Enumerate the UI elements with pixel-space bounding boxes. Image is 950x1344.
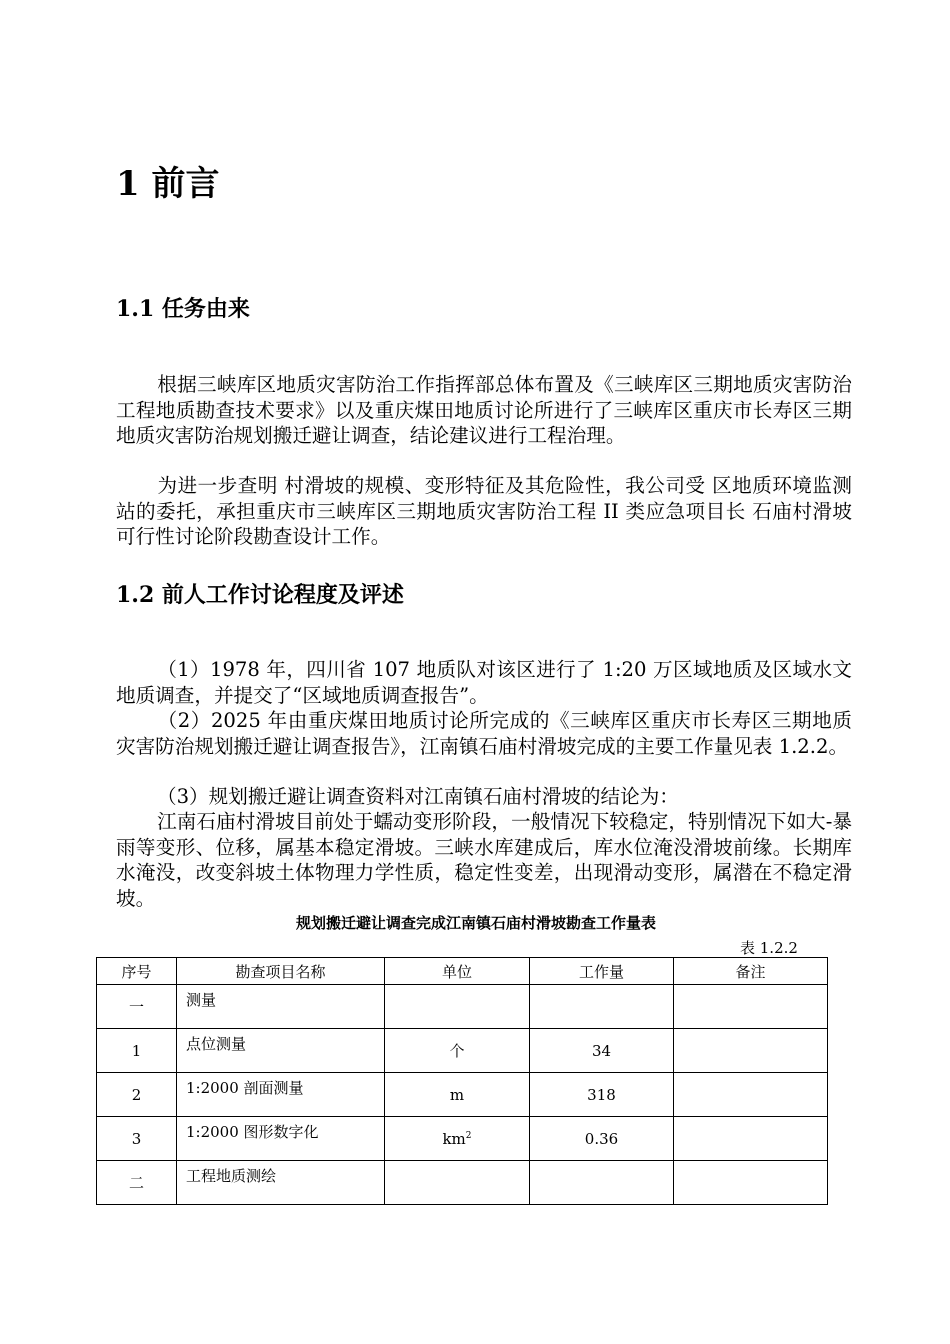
paragraph-text: 根据三峡库区地质灾害防治工作指挥部总体布置及《三峡库区三期地质灾害防治工程地质勘查技术要求》以及重庆煤田地质讨论所进行了三峡库区重庆市长寿区三期地质灾害防治规划搬迁避让调查，结论建议进行工程治理。 bbox=[116, 373, 852, 447]
section-1-1-paragraph-2 bbox=[116, 473, 852, 550]
cell-note bbox=[674, 985, 828, 1029]
header-note: 备注 bbox=[674, 958, 828, 985]
paragraph-text: 为进一步查明 村滑坡的规模、变形特征及其危险性，我公司受 区地质环境监测站的委托，承担重庆市三峡库区三期地质灾害防治工程 II 类应急项目长 石庙村滑坡可行性讨论阶段勘查设计工作。 bbox=[116, 474, 852, 548]
table-caption: 规划搬迁避让调查完成江南镇石庙村滑坡勘查工作量表 bbox=[295, 914, 656, 932]
cell-unit bbox=[385, 1117, 530, 1161]
section-heading-1-2: 1.2 前人工作讨论程度及评述 bbox=[116, 582, 404, 608]
cell-item-name: 点位测量 bbox=[177, 1029, 385, 1073]
table-row bbox=[97, 1073, 828, 1117]
cell-item-name: 工程地质测绘 bbox=[177, 1161, 385, 1205]
header-no: 序号 bbox=[97, 958, 177, 985]
section-1-1-paragraph-1 bbox=[116, 372, 852, 449]
cell-item-name: 1:2000 剖面测量 bbox=[177, 1073, 385, 1117]
cell-note bbox=[674, 1117, 828, 1161]
section-1-2-paragraph-1 bbox=[116, 657, 852, 708]
cell-quantity: 318 bbox=[530, 1073, 674, 1117]
cell-no: 一 bbox=[97, 985, 177, 1029]
table-row bbox=[97, 1161, 828, 1205]
cell-quantity: 34 bbox=[530, 1029, 674, 1073]
header-quantity: 工作量 bbox=[530, 958, 674, 985]
cell-note bbox=[674, 1073, 828, 1117]
chapter-heading: 1 前言 bbox=[116, 164, 220, 204]
table-row bbox=[97, 1117, 828, 1161]
section-1-2-paragraph-2 bbox=[116, 708, 852, 759]
table-number: 表 1.2.2 bbox=[740, 939, 798, 957]
section-1-2-paragraph-4 bbox=[116, 809, 852, 911]
cell-note bbox=[674, 1161, 828, 1205]
unit-text: km bbox=[442, 1129, 466, 1148]
section-1-2-paragraph-3 bbox=[116, 784, 852, 810]
cell-quantity bbox=[530, 1161, 674, 1205]
paragraph-text: 江南石庙村滑坡目前处于蠕动变形阶段，一般情况下较稳定，特别情况下如大-暴雨等变形、位移，属基本稳定滑坡。三峡水库建成后，库水位淹没滑坡前缘。长期库水淹没，改变斜坡土体物理力学性质，稳定性变差，出现滑动变形，属潜在不稳定滑坡。 bbox=[116, 810, 852, 910]
cell-item-name: 测量 bbox=[177, 985, 385, 1029]
cell-no: 2 bbox=[97, 1073, 177, 1117]
paragraph-text: （3）规划搬迁避让调查资料对江南镇石庙村滑坡的结论为： bbox=[157, 785, 679, 808]
cell-unit: m bbox=[385, 1073, 530, 1117]
header-item-name: 勘查项目名称 bbox=[177, 958, 385, 985]
table-header-row bbox=[97, 958, 828, 985]
paragraph-text: （2）2025 年由重庆煤田地质讨论所完成的《三峡库区重庆市长寿区三期地质灾害防治规划搬迁避让调查报告》，江南镇石庙村滑坡完成的主要工作量见表 1.2.2。 bbox=[116, 709, 852, 758]
paragraph-text: （1）1978 年，四川省 107 地质队对该区进行了 1:20 万区域地质及区域水文地质调查，并提交了“区域地质调查报告”。 bbox=[116, 658, 852, 707]
header-unit: 单位 bbox=[385, 958, 530, 985]
cell-unit bbox=[385, 1161, 530, 1205]
cell-unit bbox=[385, 985, 530, 1029]
table-row bbox=[97, 985, 828, 1029]
cell-no: 1 bbox=[97, 1029, 177, 1073]
unit-superscript: 2 bbox=[465, 1130, 472, 1141]
cell-unit: 个 bbox=[385, 1029, 530, 1073]
cell-note bbox=[674, 1029, 828, 1073]
table-row bbox=[97, 1029, 828, 1073]
workload-table bbox=[96, 957, 828, 1205]
cell-no: 3 bbox=[97, 1117, 177, 1161]
section-heading-1-1: 1.1 任务由来 bbox=[116, 296, 250, 322]
cell-quantity bbox=[530, 985, 674, 1029]
cell-item-name: 1:2000 图形数字化 bbox=[177, 1117, 385, 1161]
cell-quantity: 0.36 bbox=[530, 1117, 674, 1161]
cell-no: 二 bbox=[97, 1161, 177, 1205]
